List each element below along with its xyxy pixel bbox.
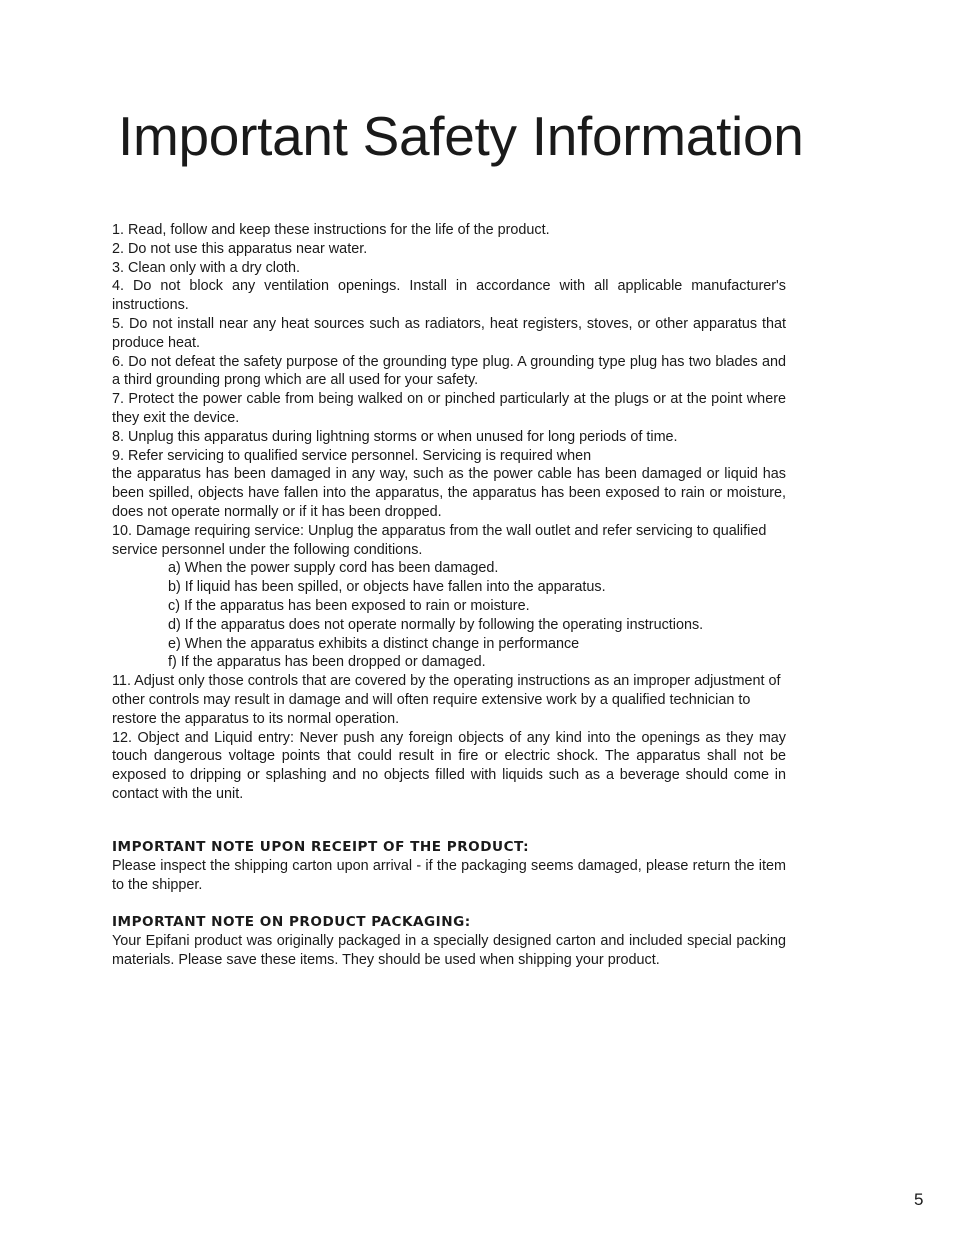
instruction-4: 4. Do not block any ventilation openings. Install in accordance with all applicable manufacturer's instructions. [112,278,786,314]
instruction-9-continued: the apparatus has been damaged in any way, such as the power cable has been damaged or liquid has been spilled, objects have fallen into the apparatus, the apparatus has been exposed to rain or moisture, does not operate normally or if it has been dropped. [112,466,786,520]
instruction-7: 7. Protect the power cable from being walked on or pinched particularly at the plugs or at the point where they exit the device. [112,391,786,426]
condition-b: b) If liquid has been spilled, or objects have fallen into the apparatus. [168,579,606,596]
condition-c: c) If the apparatus has been exposed to rain or moisture. [168,597,530,614]
safety-instructions-list [112,221,786,804]
instruction-11: 11. Adjust only those controls that are covered by the operating instructions as an improper adjustment of other controls may result in damage and will often require extensive work by a qualified technician to restore the apparatus to its normal operation. [112,673,781,727]
receipt-note-body: Please inspect the shipping carton upon arrival - if the packaging seems damaged, please return the item to the shipper. [112,857,786,893]
condition-f: f) If the apparatus has been dropped or damaged. [168,654,486,671]
condition-e: e) When the apparatus exhibits a distinct change in performance [168,635,580,652]
instruction-3: 3. Clean only with a dry cloth. [112,259,300,276]
page-title: Important Safety Information [118,105,804,167]
receipt-note [112,838,786,894]
receipt-note-heading: IMPORTANT NOTE UPON RECEIPT OF THE PRODUCT: [112,839,530,855]
instruction-10: 10. Damage requiring service: Unplug the apparatus from the wall outlet and refer servicing to qualified service personnel under the following conditions. [112,522,767,558]
condition-d: d) If the apparatus does not operate normally by following the operating instructions. [168,616,704,633]
instruction-8: 8. Unplug this apparatus during lightning storms or when unused for long periods of time. [112,428,678,445]
instruction-5: 5. Do not install near any heat sources such as radiators, heat registers, stoves, or other apparatus that produce heat. [112,315,786,351]
packaging-note-heading: IMPORTANT NOTE ON PRODUCT PACKAGING: [112,914,471,930]
packaging-note [112,913,786,969]
instruction-6: 6. Do not defeat the safety purpose of the grounding type plug. A grounding type plug has two blades and a third grounding prong which are all used for your safety. [112,353,786,389]
instruction-1: 1. Read, follow and keep these instructions for the life of the product. [112,222,550,238]
packaging-note-body: Your Epifani product was originally packaged in a specially designed carton and included special packing materials. Please save these items. They should be used when shipping your product. [112,932,786,968]
condition-a: a) When the power supply cord has been damaged. [168,560,499,577]
instruction-2: 2. Do not use this apparatus near water. [112,240,368,257]
instruction-12: 12. Object and Liquid entry: Never push any foreign objects of any kind into the openings as they may touch dangerous voltage points that could result in fire or electric shock. The apparatus shall not be exposed to dripping or splashing and no objects filled with liquids such as a beverage should come in contact with the unit. [112,729,786,802]
instruction-9: 9. Refer servicing to qualified service personnel. Servicing is required when [112,447,592,464]
page-number: 5 [914,1190,924,1209]
